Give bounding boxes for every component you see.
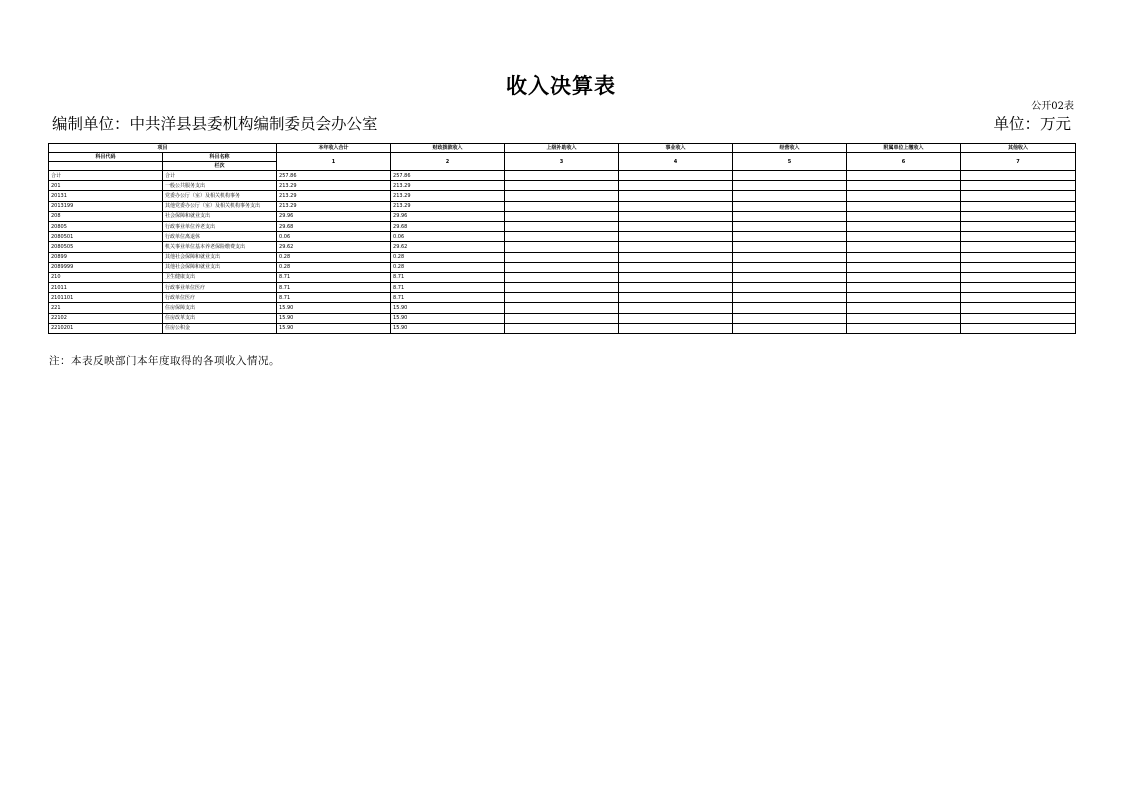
- row-empty-cell: [961, 201, 1076, 211]
- row-code: 221: [49, 303, 163, 313]
- row-empty-cell: [505, 211, 619, 221]
- table-row: [49, 262, 1076, 272]
- row-name: 住房改革支出: [163, 313, 277, 323]
- column-index: 7: [961, 153, 1076, 171]
- row-empty-cell: [505, 242, 619, 252]
- row-empty-cell: [505, 221, 619, 231]
- row-name: 党委办公厅（室）及相关机构事务: [163, 191, 277, 201]
- row-total: 0.28: [277, 262, 391, 272]
- row-fiscal: 257.86: [391, 171, 505, 181]
- row-total: 0.28: [277, 252, 391, 262]
- row-empty-cell: [619, 313, 733, 323]
- row-fiscal: 0.28: [391, 262, 505, 272]
- row-empty-cell: [961, 252, 1076, 262]
- row-total: 15.90: [277, 303, 391, 313]
- row-empty-cell: [847, 293, 961, 303]
- row-empty-cell: [505, 313, 619, 323]
- row-code: 22102: [49, 313, 163, 323]
- table-row: [49, 211, 1076, 221]
- row-empty-cell: [733, 181, 847, 191]
- header-col-7: 其他收入: [961, 144, 1076, 153]
- table-row: [49, 171, 1076, 181]
- row-total: 213.29: [277, 191, 391, 201]
- row-name: 行政单位离退休: [163, 232, 277, 242]
- row-name: 住房保障支出: [163, 303, 277, 313]
- row-total: 0.06: [277, 232, 391, 242]
- row-empty-cell: [619, 201, 733, 211]
- row-empty-cell: [733, 283, 847, 293]
- header-code: 科目代码: [49, 153, 163, 162]
- row-total: 15.90: [277, 313, 391, 323]
- row-empty-cell: [733, 171, 847, 181]
- row-empty-cell: [847, 303, 961, 313]
- form-number: 公开02表: [1031, 101, 1074, 112]
- row-empty-cell: [619, 232, 733, 242]
- row-empty-cell: [619, 181, 733, 191]
- row-empty-cell: [961, 211, 1076, 221]
- row-empty-cell: [847, 242, 961, 252]
- row-empty-cell: [961, 272, 1076, 282]
- row-empty-cell: [733, 232, 847, 242]
- row-empty-cell: [961, 283, 1076, 293]
- table-row: [49, 303, 1076, 313]
- header-col-1: 本年收入合计: [277, 144, 391, 153]
- row-empty-cell: [619, 293, 733, 303]
- row-empty-cell: [505, 272, 619, 282]
- row-code: 2210201: [49, 323, 163, 333]
- row-empty-cell: [961, 303, 1076, 313]
- row-empty-cell: [961, 171, 1076, 181]
- row-empty-cell: [619, 242, 733, 252]
- header-name: 科目名称: [163, 153, 277, 162]
- row-total: 29.68: [277, 221, 391, 231]
- row-name: 住房公积金: [163, 323, 277, 333]
- row-empty-cell: [847, 191, 961, 201]
- row-name: 其他社会保障和就业支出: [163, 262, 277, 272]
- row-name: 其他党委办公厅（室）及相关机构事务支出: [163, 201, 277, 211]
- row-code: 20899: [49, 252, 163, 262]
- row-empty-cell: [961, 293, 1076, 303]
- row-empty-cell: [847, 323, 961, 333]
- row-empty-cell: [733, 303, 847, 313]
- row-empty-cell: [961, 221, 1076, 231]
- row-empty-cell: [847, 272, 961, 282]
- row-empty-cell: [505, 262, 619, 272]
- row-name: 合计: [163, 171, 277, 181]
- row-code: 2013199: [49, 201, 163, 211]
- table-row: [49, 252, 1076, 262]
- row-fiscal: 8.71: [391, 293, 505, 303]
- row-name: 行政事业单位医疗: [163, 283, 277, 293]
- table-row: [49, 221, 1076, 231]
- row-total: 29.62: [277, 242, 391, 252]
- row-total: 8.71: [277, 293, 391, 303]
- table-row: [49, 283, 1076, 293]
- column-index: 5: [733, 153, 847, 171]
- row-empty-cell: [505, 293, 619, 303]
- row-empty-cell: [505, 303, 619, 313]
- row-empty-cell: [619, 303, 733, 313]
- column-index: 6: [847, 153, 961, 171]
- row-fiscal: 213.29: [391, 191, 505, 201]
- row-empty-cell: [619, 262, 733, 272]
- row-fiscal: 0.06: [391, 232, 505, 242]
- column-index: 3: [505, 153, 619, 171]
- row-code: 20131: [49, 191, 163, 201]
- page-title: 收入决算表: [506, 74, 616, 98]
- row-fiscal: 213.29: [391, 181, 505, 191]
- row-empty-cell: [505, 252, 619, 262]
- row-fiscal: 213.29: [391, 201, 505, 211]
- row-empty-cell: [505, 283, 619, 293]
- row-empty-cell: [733, 201, 847, 211]
- table-row: [49, 201, 1076, 211]
- row-fiscal: 8.71: [391, 283, 505, 293]
- row-name: 行政单位医疗: [163, 293, 277, 303]
- row-code: 2080505: [49, 242, 163, 252]
- table-row: [49, 181, 1076, 191]
- header-col-2: 财政拨款收入: [391, 144, 505, 153]
- row-empty-cell: [961, 242, 1076, 252]
- row-empty-cell: [847, 262, 961, 272]
- row-name: 其他社会保障和就业支出: [163, 252, 277, 262]
- header-col-4: 事业收入: [619, 144, 733, 153]
- column-index: 4: [619, 153, 733, 171]
- row-empty-cell: [961, 262, 1076, 272]
- header-project: 项目: [49, 144, 277, 153]
- row-empty-cell: [733, 272, 847, 282]
- row-empty-cell: [733, 313, 847, 323]
- row-total: 213.29: [277, 201, 391, 211]
- row-empty-cell: [619, 221, 733, 231]
- unit-label: 单位：万元: [993, 115, 1071, 133]
- row-code: 2101101: [49, 293, 163, 303]
- table-row: [49, 191, 1076, 201]
- income-table: [48, 143, 1076, 334]
- row-empty-cell: [847, 252, 961, 262]
- row-code: 208: [49, 211, 163, 221]
- row-name: 机关事业单位基本养老保险缴费支出: [163, 242, 277, 252]
- row-empty-cell: [619, 191, 733, 201]
- row-empty-cell: [619, 211, 733, 221]
- table-row: [49, 313, 1076, 323]
- row-empty-cell: [505, 323, 619, 333]
- row-empty-cell: [619, 171, 733, 181]
- row-total: 257.86: [277, 171, 391, 181]
- row-code: 2089999: [49, 262, 163, 272]
- row-empty-cell: [847, 201, 961, 211]
- row-code: 20805: [49, 221, 163, 231]
- row-total: 8.71: [277, 272, 391, 282]
- row-total: 8.71: [277, 283, 391, 293]
- row-empty-cell: [505, 181, 619, 191]
- row-empty-cell: [847, 181, 961, 191]
- row-empty-cell: [619, 252, 733, 262]
- row-name: 卫生健康支出: [163, 272, 277, 282]
- footnote: 注：本表反映部门本年度取得的各项收入情况。: [49, 355, 280, 367]
- row-fiscal: 29.96: [391, 211, 505, 221]
- row-code: 210: [49, 272, 163, 282]
- header-code-blank: [49, 162, 163, 171]
- table-row: [49, 293, 1076, 303]
- row-name: 社会保障和就业支出: [163, 211, 277, 221]
- row-fiscal: 15.90: [391, 323, 505, 333]
- row-fiscal: 29.68: [391, 221, 505, 231]
- row-fiscal: 8.71: [391, 272, 505, 282]
- row-empty-cell: [733, 221, 847, 231]
- row-empty-cell: [733, 211, 847, 221]
- row-empty-cell: [619, 272, 733, 282]
- row-empty-cell: [961, 323, 1076, 333]
- row-empty-cell: [961, 232, 1076, 242]
- row-code: 2080501: [49, 232, 163, 242]
- row-fiscal: 15.90: [391, 303, 505, 313]
- row-empty-cell: [961, 191, 1076, 201]
- row-code: 21011: [49, 283, 163, 293]
- row-fiscal: 15.90: [391, 313, 505, 323]
- table-body: [49, 171, 1076, 334]
- row-empty-cell: [847, 171, 961, 181]
- table-row: [49, 232, 1076, 242]
- row-empty-cell: [619, 283, 733, 293]
- header-col-3: 上级补助收入: [505, 144, 619, 153]
- row-fiscal: 0.28: [391, 252, 505, 262]
- organization-label: 编制单位：中共洋县县委机构编制委员会办公室: [52, 115, 378, 133]
- row-fiscal: 29.62: [391, 242, 505, 252]
- row-empty-cell: [847, 211, 961, 221]
- row-code: 合计: [49, 171, 163, 181]
- header-col-5: 经营收入: [733, 144, 847, 153]
- row-empty-cell: [505, 232, 619, 242]
- row-total: 29.96: [277, 211, 391, 221]
- row-code: 201: [49, 181, 163, 191]
- table-row: [49, 242, 1076, 252]
- column-index: 1: [277, 153, 391, 171]
- column-index: 2: [391, 153, 505, 171]
- row-empty-cell: [847, 232, 961, 242]
- row-name: 一般公共服务支出: [163, 181, 277, 191]
- row-empty-cell: [847, 283, 961, 293]
- row-empty-cell: [505, 201, 619, 211]
- row-empty-cell: [847, 221, 961, 231]
- row-total: 213.29: [277, 181, 391, 191]
- row-empty-cell: [961, 181, 1076, 191]
- row-total: 15.90: [277, 323, 391, 333]
- table-row: [49, 272, 1076, 282]
- row-empty-cell: [619, 323, 733, 333]
- row-empty-cell: [733, 293, 847, 303]
- row-empty-cell: [847, 313, 961, 323]
- row-empty-cell: [733, 252, 847, 262]
- row-name: 行政事业单位养老支出: [163, 221, 277, 231]
- row-empty-cell: [961, 313, 1076, 323]
- header-col-6: 附属单位上缴收入: [847, 144, 961, 153]
- row-empty-cell: [733, 262, 847, 272]
- table-row: [49, 323, 1076, 333]
- row-empty-cell: [733, 323, 847, 333]
- row-empty-cell: [733, 191, 847, 201]
- row-empty-cell: [505, 171, 619, 181]
- row-empty-cell: [733, 242, 847, 252]
- row-empty-cell: [505, 191, 619, 201]
- header-column-label: 栏次: [163, 162, 277, 171]
